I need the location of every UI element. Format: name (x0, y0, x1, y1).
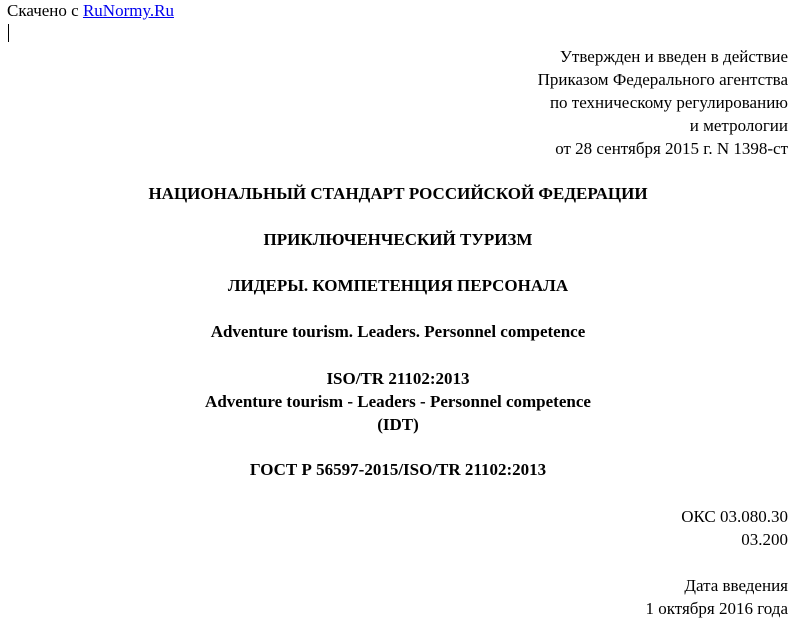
source-line (7, 0, 174, 22)
iso-number: ISO/TR 21102:2013 (326, 369, 470, 388)
approval-line-4: и метрологии (689, 116, 788, 135)
approval-line-1: Утвержден и введен в действие (559, 47, 788, 66)
oks-code-1: ОКС 03.080.30 (681, 507, 788, 526)
iso-title: Adventure tourism - Leaders - Personnel competence (205, 392, 591, 411)
approval-line-2: Приказом Федерального агентства (537, 70, 788, 89)
english-title: Adventure tourism. Leaders. Personnel competence (210, 322, 586, 341)
introduction-date: 1 октября 2016 года (645, 599, 788, 618)
approval-line-5: от 28 сентября 2015 г. N 1398-ст (555, 139, 788, 158)
runormy-link[interactable]: RuNormy.Ru (82, 1, 174, 20)
idt-label: (IDT) (377, 415, 419, 434)
introduction-label: Дата введения (684, 576, 788, 595)
gost-number: ГОСТ Р 56597-2015/ISO/TR 21102:2013 (249, 460, 547, 479)
subtitle-heading: ЛИДЕРЫ. КОМПЕТЕНЦИЯ ПЕРСОНАЛА (227, 276, 569, 295)
approval-line-3: по техническому регулированию (549, 93, 788, 112)
source-prefix: Скачено с (7, 1, 83, 20)
national-standard-heading: НАЦИОНАЛЬНЫЙ СТАНДАРТ РОССИЙСКОЙ ФЕДЕРАЦИИ (148, 184, 648, 203)
oks-code-2: 03.200 (741, 530, 788, 549)
text-cursor (8, 24, 9, 42)
subject-heading: ПРИКЛЮЧЕНЧЕСКИЙ ТУРИЗМ (263, 230, 533, 249)
